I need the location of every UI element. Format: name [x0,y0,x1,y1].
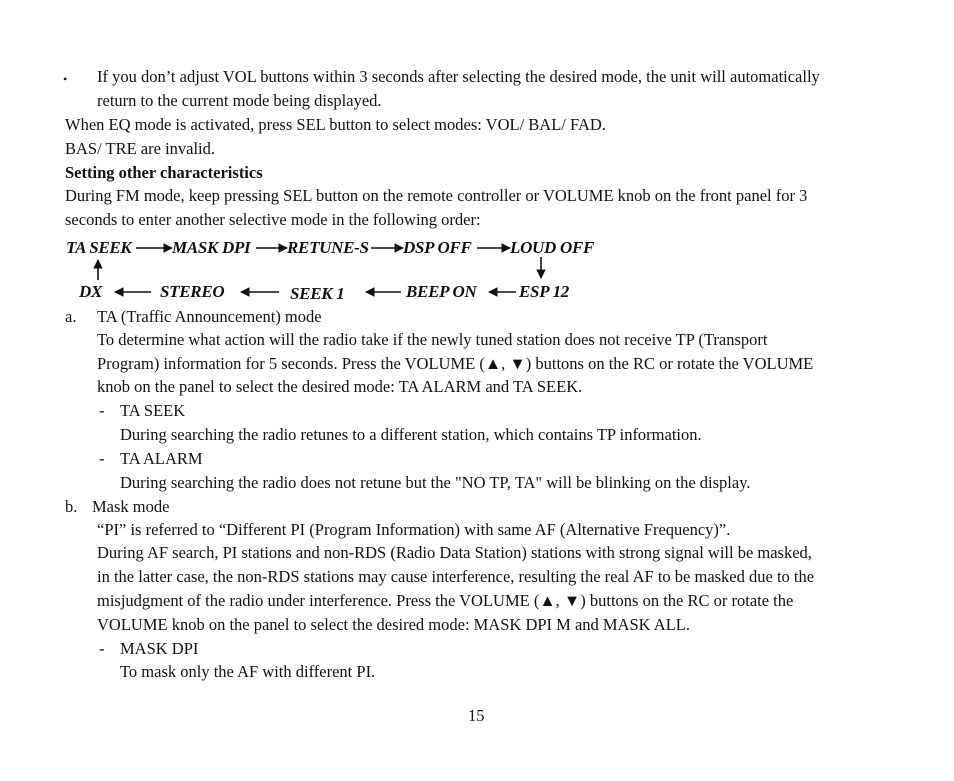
bas-tre-line: BAS/ TRE are invalid. [65,139,216,158]
flow-beep-on: BEEP ON [406,282,477,301]
flow-esp-12: ESP 12 [519,282,569,301]
item-a-sub2-dash: - [99,449,105,468]
flow-seek-1: SEEK 1 [290,284,345,303]
flow-retune-s: RETUNE-S [287,238,369,257]
item-a-marker: a. [65,307,77,326]
item-b-line-1: “PI” is referred to “Different PI (Program Information) with same AF (Alternative Frequency)”. [97,520,731,539]
flow-stereo: STEREO [160,282,225,301]
flow-dx: DX [79,282,103,301]
item-b-line-3: in the latter case, the non-RDS stations may cause interference, resulting the real AF to be masked due to the [97,567,815,586]
item-b-line-5: VOLUME knob on the panel to select the desired mode: MASK DPI M and MASK ALL. [97,615,691,634]
eq-mode-line: When EQ mode is activated, press SEL button to select modes: VOL/ BAL/ FAD. [65,115,606,134]
flow-loud-off: LOUD OFF [510,238,595,257]
item-b-marker: b. [65,497,78,516]
page-number: 15 [468,706,485,725]
item-b-title: Mask mode [92,497,170,516]
flow-dsp-off: DSP OFF [403,238,472,257]
item-a-title: TA (Traffic Announcement) mode [97,307,322,326]
intro-line-2: seconds to enter another selective mode in the following order: [65,210,481,229]
item-b-sub1-dash: - [99,639,105,658]
flow-ta-seek: TA SEEK [66,238,132,257]
item-a-sub2-title: TA ALARM [120,449,203,468]
item-a-sub2-text: During searching the radio does not retune but the "NO TP, TA" will be blinking on the display. [120,473,751,492]
section-heading: Setting other characteristics [65,163,263,182]
bullet-marker: • [63,72,68,86]
flow-mask-dpi: MASK DPI [172,238,251,257]
item-a-sub1-text: During searching the radio retunes to a different station, which contains TP information. [120,425,702,444]
intro-line-1: During FM mode, keep pressing SEL button on the remote controller or VOLUME knob on the front panel for 3 [65,186,808,205]
bullet-text-line-2: return to the current mode being displayed. [97,91,382,110]
bullet-text-line-1: If you don’t adjust VOL buttons within 3 seconds after selecting the desired mode, the unit will automatically [97,67,820,86]
item-a-line-3: knob on the panel to select the desired mode: TA ALARM and TA SEEK. [97,377,583,396]
item-b-line-4: misjudgment of the radio under interference. Press the VOLUME (▲, ▼) buttons on the RC or rotate the [97,591,794,610]
item-a-line-1: To determine what action will the radio take if the newly tuned station does not receive TP (Transport [97,330,768,349]
item-a-sub1-dash: - [99,401,105,420]
item-b-line-2: During AF search, PI stations and non-RDS (Radio Data Station) stations with strong signal will be masked, [97,543,812,562]
item-b-sub1-title: MASK DPI [120,639,199,658]
item-a-sub1-title: TA SEEK [120,401,186,420]
item-b-sub1-text: To mask only the AF with different PI. [120,662,376,681]
item-a-line-2: Program) information for 5 seconds. Press the VOLUME (▲, ▼) buttons on the RC or rotate the VOLUME [97,354,814,373]
